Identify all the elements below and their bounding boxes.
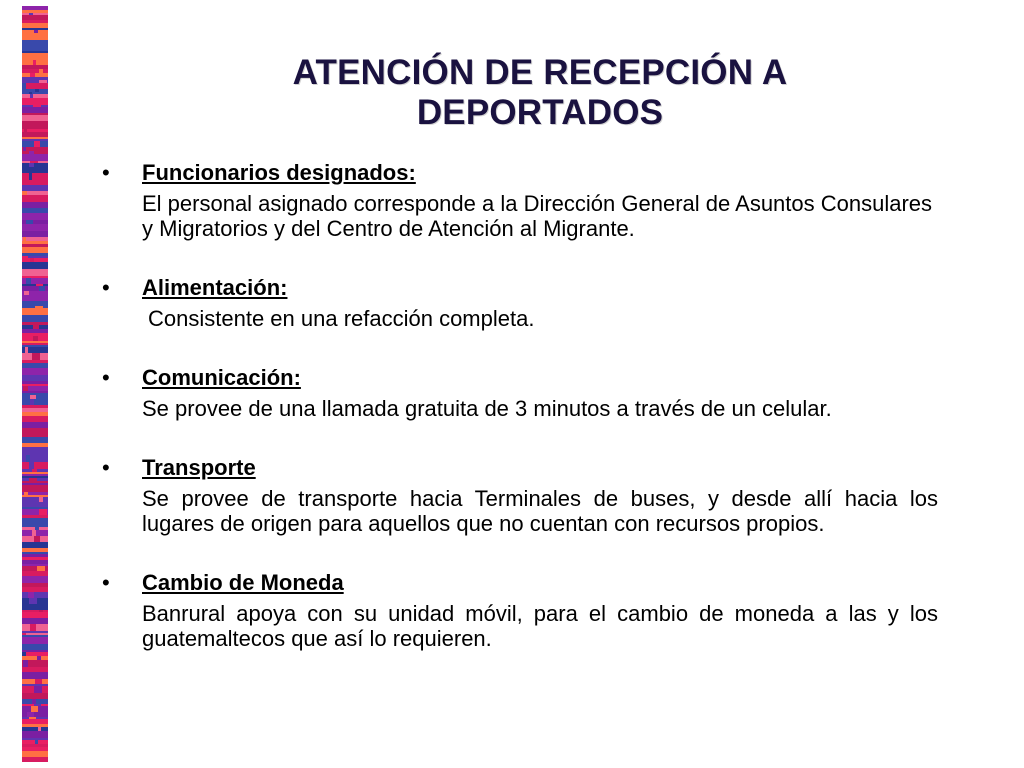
textile-stripe	[22, 173, 48, 180]
textile-accent	[32, 530, 36, 536]
textile-stripe	[22, 329, 48, 333]
bullet-body: El personal asignado corresponde a la Dirección General de Asuntos Consulares y Migratorios y del Centro de Atención al Migrante.	[142, 191, 933, 241]
textile-accent	[29, 598, 37, 604]
textile-stripe	[22, 443, 48, 447]
textile-stripe	[22, 502, 48, 507]
textile-stripe	[22, 684, 48, 686]
textile-stripe	[22, 727, 48, 731]
textile-stripe	[22, 241, 48, 244]
textile-stripe	[22, 393, 48, 395]
textile-stripe	[22, 483, 48, 485]
textile-accent	[35, 306, 43, 308]
textile-stripe	[22, 375, 48, 381]
textile-stripe	[22, 416, 48, 422]
textile-stripe	[22, 576, 48, 583]
textile-stripe	[22, 515, 48, 518]
bullet-heading: Funcionarios designados:	[142, 160, 416, 185]
textile-stripe	[22, 644, 48, 650]
textile-stripe	[22, 151, 48, 154]
textile-accent	[30, 73, 35, 77]
textile-accent	[22, 83, 26, 89]
textile-accent	[30, 161, 38, 163]
textile-accent	[32, 699, 36, 704]
textile-stripe	[22, 220, 48, 224]
textile-stripe	[22, 476, 48, 478]
textile-accent	[39, 497, 43, 502]
textile-accent	[24, 291, 29, 295]
textile-stripe	[22, 631, 48, 633]
textile-stripe	[22, 554, 48, 557]
textile-accent	[33, 325, 39, 329]
textile-stripe	[22, 747, 48, 751]
textile-stripe	[22, 583, 48, 587]
textile-stripe	[22, 618, 48, 624]
textile-stripe	[22, 94, 48, 98]
textile-stripe	[22, 77, 48, 80]
bullet-dot: •	[102, 160, 110, 185]
textile-stripe	[22, 495, 48, 497]
textile-stripe	[22, 384, 48, 386]
textile-stripe	[22, 447, 48, 449]
textile-accent	[39, 509, 47, 515]
bullet-heading: Transporte	[142, 455, 256, 480]
textile-stripe	[22, 564, 48, 566]
textile-stripe	[22, 185, 48, 191]
textile-accent	[26, 278, 31, 284]
textile-stripe	[22, 472, 48, 474]
bullet-item-cambio-moneda	[100, 570, 938, 651]
textile-stripe	[22, 244, 48, 247]
bullet-item-alimentacion	[100, 275, 938, 331]
textile-accent	[25, 347, 28, 353]
bullet-dot: •	[102, 275, 110, 300]
textile-accent	[29, 478, 37, 481]
textile-stripe	[22, 437, 48, 443]
textile-stripe	[22, 13, 48, 15]
textile-stripe	[22, 113, 48, 115]
textile-stripe	[22, 449, 48, 455]
textile-stripe	[22, 276, 48, 278]
textile-stripe	[22, 247, 48, 253]
textile-stripe	[22, 301, 48, 306]
textile-stripe	[22, 592, 48, 598]
textile-accent	[30, 94, 33, 98]
textile-stripe	[22, 667, 48, 672]
textile-stripe	[22, 269, 48, 276]
textile-stripe	[22, 10, 48, 13]
textile-stripe	[22, 587, 48, 592]
textile-accent	[39, 524, 42, 527]
textile-stripe	[22, 258, 48, 262]
textile-stripe	[22, 731, 48, 738]
textile-stripe	[22, 635, 48, 637]
textile-accent	[35, 89, 39, 92]
textile-stripe	[22, 712, 48, 717]
textile-stripe	[22, 45, 48, 51]
bullet-dot: •	[102, 570, 110, 595]
textile-stripe	[22, 719, 48, 724]
textile-accent	[30, 258, 34, 262]
textile-accent	[38, 727, 41, 731]
textile-stripe	[22, 462, 48, 469]
textile-stripe	[22, 163, 48, 167]
textile-accent	[27, 712, 34, 717]
textile-stripe	[22, 154, 48, 161]
textile-stripe	[22, 308, 48, 315]
textile-stripe	[22, 253, 48, 256]
textile-stripe	[22, 315, 48, 322]
textile-stripe	[22, 6, 48, 10]
textile-accent	[29, 151, 34, 154]
title-line-1: ATENCIÓN DE RECEPCIÓN A	[292, 53, 788, 93]
textile-stripe	[22, 650, 48, 652]
textile-stripe	[22, 738, 48, 740]
textile-accent	[22, 652, 26, 656]
bullet-dot: •	[102, 455, 110, 480]
textile-accent	[39, 286, 45, 291]
textile-accent	[34, 141, 40, 147]
textile-stripe	[22, 33, 48, 40]
textile-stripe	[22, 343, 48, 345]
bullet-item-comunicacion	[100, 365, 938, 421]
textile-stripe	[22, 195, 48, 202]
textile-stripe	[22, 507, 48, 509]
textile-accent	[39, 69, 43, 73]
bullet-heading: Cambio de Moneda	[142, 570, 344, 595]
bullet-body: Se provee de una llamada gratuita de 3 minutos a través de un celular.	[142, 396, 832, 421]
textile-stripe	[22, 363, 48, 368]
textile-stripe	[22, 481, 48, 483]
textile-stripe	[22, 497, 48, 502]
textile-accent	[34, 30, 38, 33]
textile-stripe	[22, 180, 48, 185]
textile-accent	[35, 740, 38, 744]
textile-accent	[23, 237, 26, 241]
textile-stripe	[22, 399, 48, 405]
bullet-item-funcionarios	[100, 160, 938, 241]
bullet-heading: Comunicación:	[142, 365, 301, 390]
textile-accent	[24, 129, 27, 132]
textile-stripe	[22, 485, 48, 492]
textile-stripe	[22, 455, 48, 462]
textile-stripe	[22, 656, 48, 660]
bullet-dot: •	[102, 365, 110, 390]
textile-stripe	[22, 167, 48, 173]
textile-stripe	[22, 360, 48, 363]
textile-stripe	[22, 412, 48, 416]
textile-stripe	[22, 434, 48, 437]
textile-stripe	[22, 107, 48, 113]
textile-stripe	[22, 53, 48, 60]
textile-stripe	[22, 693, 48, 699]
textile-accent	[26, 220, 33, 224]
textile-stripe	[22, 65, 48, 69]
textile-accent	[24, 28, 29, 30]
textile-stripe	[22, 474, 48, 476]
textile-stripe	[22, 69, 48, 73]
textile-accent	[38, 612, 41, 618]
textile-accent	[24, 492, 28, 495]
textile-stripe	[22, 341, 48, 343]
textile-stripe	[22, 132, 48, 137]
title-line-2: DEPORTADOS	[416, 93, 664, 133]
bullet-body: Consistente en una refacción completa.	[148, 306, 535, 331]
textile-stripe	[22, 610, 48, 612]
textile-stripe	[22, 98, 48, 105]
textile-accent	[22, 256, 28, 258]
textile-stripe	[22, 345, 48, 347]
textile-stripe	[22, 637, 48, 644]
textile-accent	[33, 60, 36, 65]
textile-accent	[29, 92, 32, 94]
textile-stripe	[22, 524, 48, 527]
textile-stripe	[22, 137, 48, 139]
textile-accent	[29, 163, 34, 167]
textile-accent	[30, 395, 36, 399]
textile-stripe	[22, 115, 48, 121]
textile-accent	[23, 660, 28, 667]
textile-stripe	[22, 322, 48, 325]
textile-stripe	[22, 557, 48, 560]
textile-accent	[34, 686, 42, 693]
textile-accent	[31, 706, 38, 712]
textile-stripe	[22, 262, 48, 269]
textile-stripe	[22, 213, 48, 220]
textile-stripe	[22, 381, 48, 384]
textile-stripe	[22, 751, 48, 757]
textile-accent	[32, 353, 40, 360]
textile-stripe	[22, 23, 48, 28]
textile-stripe	[22, 548, 48, 552]
textile-stripe	[22, 571, 48, 576]
textile-stripe	[22, 724, 48, 727]
textile-accent	[29, 13, 33, 15]
textile-stripe	[22, 51, 48, 53]
bullet-body: Banrural apoya con su unidad móvil, para el cambio de moneda a las y los guatemaltecos que así lo requieren.	[142, 601, 938, 651]
textile-stripe	[22, 224, 48, 231]
textile-stripe	[22, 139, 48, 141]
textile-accent	[37, 566, 45, 571]
textile-accent	[37, 481, 43, 483]
textile-accent	[38, 247, 41, 253]
textile-stripe	[22, 208, 48, 213]
textile-stripe	[22, 422, 48, 428]
textile-stripe	[22, 20, 48, 23]
textile-accent	[25, 560, 28, 564]
textile-accent	[33, 105, 41, 107]
textile-stripe	[22, 125, 48, 129]
textile-stripe	[22, 612, 48, 618]
textile-stripe	[22, 278, 48, 284]
textile-accent	[22, 191, 27, 195]
textile-accent	[35, 527, 39, 530]
textile-accent	[39, 610, 43, 612]
textile-accent	[29, 717, 36, 719]
textile-accent	[36, 284, 43, 286]
textile-accent	[34, 704, 41, 706]
textile-pattern-graphic	[22, 6, 48, 762]
decorative-textile-border	[22, 6, 48, 762]
textile-stripe	[22, 408, 48, 412]
textile-accent	[22, 633, 26, 635]
textile-accent	[29, 462, 34, 469]
textile-stripe	[22, 405, 48, 408]
textile-accent	[23, 386, 28, 391]
textile-accent	[28, 592, 34, 598]
slide-title	[150, 53, 930, 133]
textile-accent	[39, 80, 47, 83]
textile-accent	[26, 455, 30, 462]
textile-stripe	[22, 121, 48, 125]
textile-accent	[30, 624, 36, 631]
textile-stripe	[22, 40, 48, 45]
textile-accent	[34, 536, 40, 542]
textile-stripe	[22, 231, 48, 237]
textile-stripe	[22, 552, 48, 554]
textile-stripe	[22, 744, 48, 747]
textile-stripe	[22, 518, 48, 524]
textile-stripe	[22, 672, 48, 679]
textile-accent	[29, 173, 32, 180]
textile-accent	[33, 336, 38, 341]
bullet-body: Se provee de transporte hacia Terminales de buses, y desde allí hacia los lugares de origen para aquellos que no cuentan con recursos propios.	[142, 486, 938, 536]
textile-stripe	[22, 757, 48, 762]
textile-stripe	[22, 542, 48, 548]
textile-accent	[37, 656, 41, 660]
bullet-heading: Alimentación:	[142, 275, 288, 300]
textile-stripe	[22, 333, 48, 336]
textile-accent	[26, 476, 30, 478]
bullet-item-transporte	[100, 455, 938, 536]
textile-stripe	[22, 604, 48, 610]
textile-accent	[32, 469, 37, 472]
textile-stripe	[22, 15, 48, 20]
textile-stripe	[22, 92, 48, 94]
textile-stripe	[22, 284, 48, 286]
bullet-list	[100, 160, 938, 651]
textile-accent	[23, 147, 26, 151]
textile-accent	[35, 679, 42, 684]
textile-stripe	[22, 202, 48, 208]
textile-stripe	[22, 368, 48, 375]
textile-stripe	[22, 428, 48, 434]
textile-stripe	[22, 391, 48, 393]
textile-stripe	[22, 295, 48, 301]
textile-accent	[30, 399, 34, 405]
